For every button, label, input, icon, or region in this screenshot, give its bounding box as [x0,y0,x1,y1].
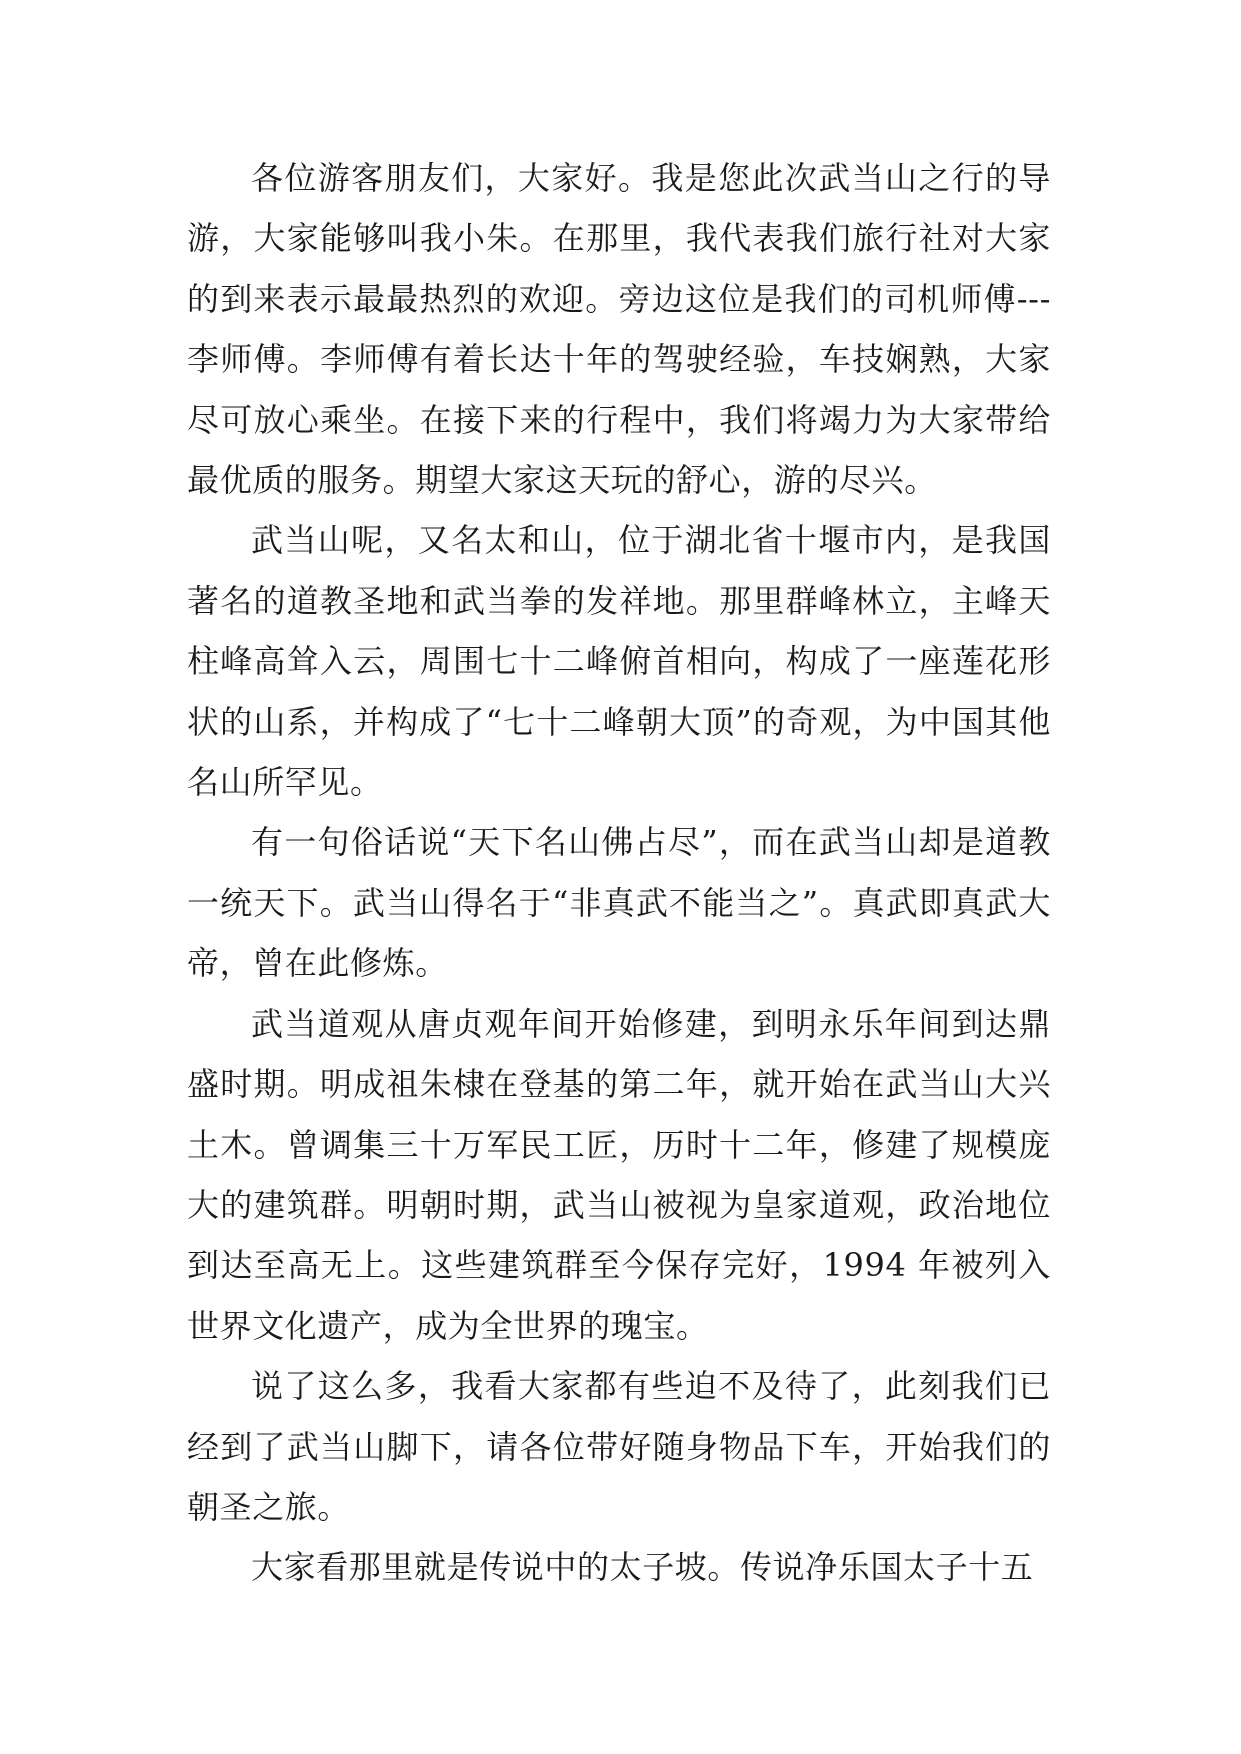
paragraph-3: 有一句俗话说“天下名山佛占尽”，而在武当山却是道教一统天下。武当山得名于“非真武不能当之”。真武即真武大帝，曾在此修炼。 [187,823,1051,983]
paragraph-1: 各位游客朋友们，大家好。我是您此次武当山之行的导游，大家能够叫我小朱。在那里，我代表我们旅行社对大家的到来表示最最热烈的欢迎。旁边这位是我们的司机师傅---李师傅。李师傅有着长达十年的驾驶经验，车技娴熟，大家尽可放心乘坐。在接下来的行程中，我们将竭力为大家带给最优质的服务。期望大家这天玩的舒心，游的尽兴。 [187,159,1051,500]
paragraph-6: 大家看那里就是传说中的太子坡。传说净乐国太子十五 [251,1548,1034,1587]
paragraph-4: 武当道观从唐贞观年间开始修建，到明永乐年间到达鼎盛时期。明成祖朱棣在登基的第二年，就开始在武当山大兴土木。曾调集三十万军民工匠，历时十二年，修建了规模庞大的建筑群。明朝时期，武当山被视为皇家道观，政治地位到达至高无上。这些建筑群至今保存完好，1994 年被列入世界文化遗产，成为全世界的瑰宝。 [187,1004,1051,1345]
paragraph-5: 说了这么多，我看大家都有些迫不及待了，此刻我们已经到了武当山脚下，请各位带好随身物品下车，开始我们的朝圣之旅。 [187,1367,1051,1526]
document-body [187,148,1051,1598]
paragraph-2: 武当山呢，又名太和山，位于湖北省十堰市内，是我国著名的道教圣地和武当拳的发祥地。那里群峰林立，主峰天柱峰高耸入云，周围七十二峰俯首相向，构成了一座莲花形状的山系，并构成了“七十二峰朝大顶”的奇观，为中国其他名山所罕见。 [187,521,1051,802]
